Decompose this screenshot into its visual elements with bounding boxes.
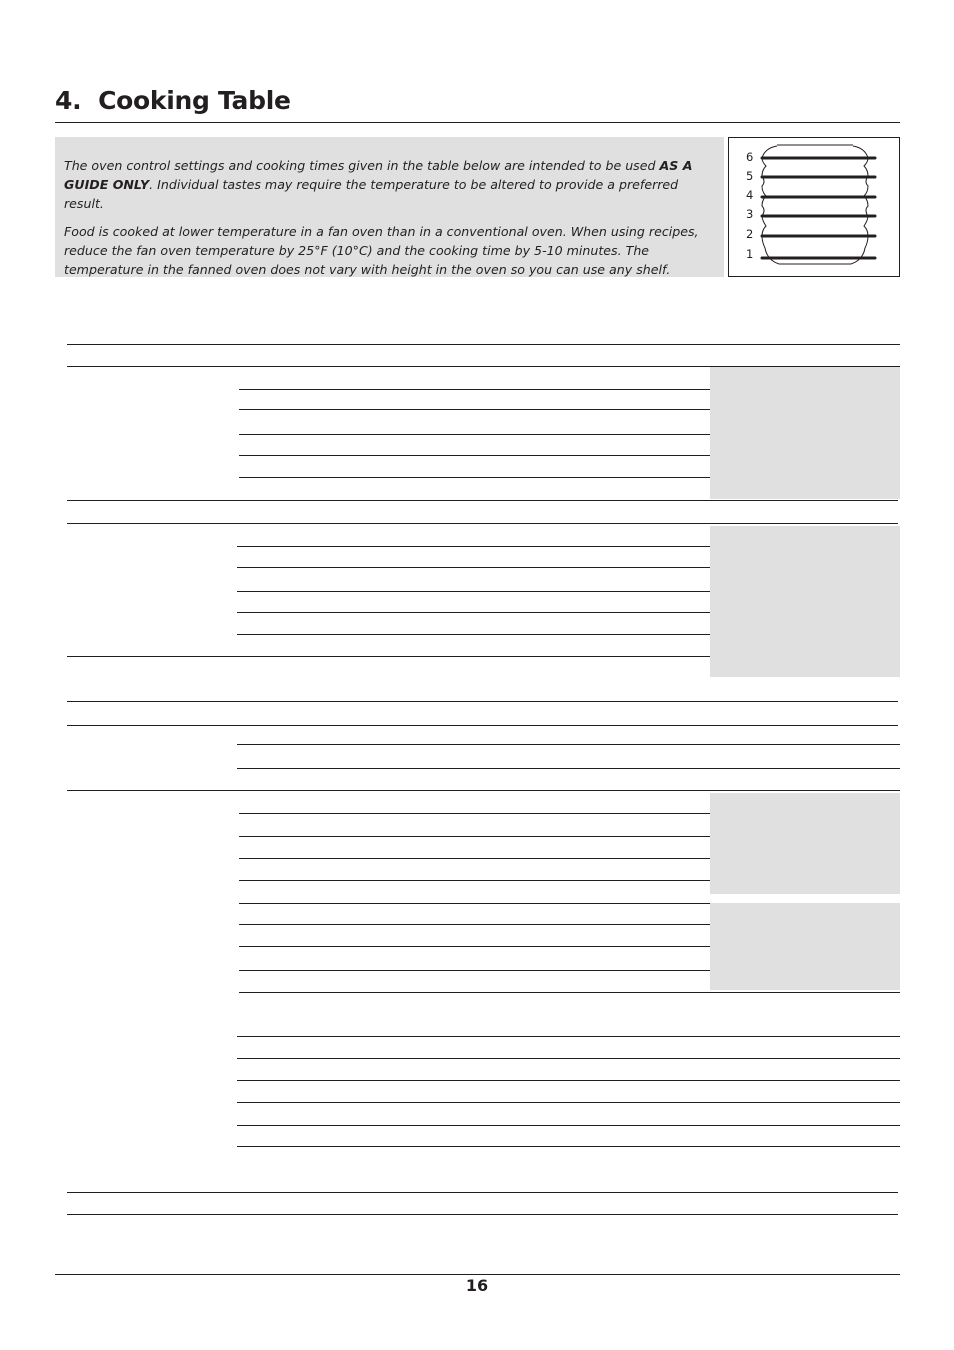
table-rule <box>239 455 710 456</box>
section-number: 4. <box>55 86 82 115</box>
table-rule <box>67 1214 898 1215</box>
table-rule <box>237 591 710 592</box>
table-rule <box>237 567 710 568</box>
table-rule <box>67 500 898 501</box>
table-rule <box>239 409 710 410</box>
table-rule <box>67 725 898 726</box>
shelf-label-6: 6 <box>746 150 754 164</box>
table-rule <box>237 546 710 547</box>
table-rule <box>237 1125 900 1126</box>
table-rule <box>237 1102 900 1103</box>
guide-only-emphasis: AS A GUIDE ONLY <box>64 158 693 192</box>
table-rule <box>237 1080 900 1081</box>
shelf-label-1: 1 <box>746 247 754 261</box>
table-rule <box>67 344 900 345</box>
table-rule <box>237 1058 900 1059</box>
table-rule <box>239 836 710 837</box>
table-rule <box>239 858 710 859</box>
table-rule <box>67 701 898 702</box>
table-rule <box>239 903 710 904</box>
table-rule <box>239 389 710 390</box>
table-rule <box>67 366 900 367</box>
shelf-label-3: 3 <box>746 207 754 221</box>
table-shaded-cell <box>710 526 900 677</box>
footer-rule <box>55 1274 900 1275</box>
table-rule <box>67 1192 898 1193</box>
table-rule <box>67 656 710 657</box>
table-shaded-cell <box>710 903 900 990</box>
table-rule <box>239 970 710 971</box>
table-rule <box>237 612 710 613</box>
shelf-label-2: 2 <box>746 227 754 241</box>
table-rule <box>239 477 710 478</box>
table-rule <box>67 790 900 791</box>
table-shaded-cell <box>710 367 900 499</box>
intro-paragraph-1: The oven control settings and cooking times given in the table below are intended to be used AS A GUIDE ONLY. Individual tastes may require the temperature to be altered to provide a preferred result. <box>64 158 693 211</box>
section-title: Cooking Table <box>98 86 291 115</box>
table-rule <box>237 1146 900 1147</box>
table-rule <box>239 946 710 947</box>
table-rule <box>239 992 900 993</box>
table-rule <box>237 634 710 635</box>
table-rule <box>239 924 710 925</box>
intro-paragraph-2: Food is cooked at lower temperature in a fan oven than in a conventional oven. When using recipes, reduce the fan oven temperature by 25°F (10°C) and the cooking time by 5-10 minutes. The temperature in the fanned oven does not vary with height in the oven so you can use any shelf. <box>64 224 699 277</box>
table-rule <box>239 880 710 881</box>
shelf-label-5: 5 <box>746 169 754 183</box>
table-rule <box>237 744 900 745</box>
shelf-label-4: 4 <box>746 188 754 202</box>
page-number: 16 <box>465 1276 489 1295</box>
table-rule <box>239 434 710 435</box>
table-rule <box>239 813 710 814</box>
table-rule <box>237 1036 900 1037</box>
table-rule <box>67 523 898 524</box>
table-rule <box>237 768 900 769</box>
table-shaded-cell <box>710 793 900 894</box>
